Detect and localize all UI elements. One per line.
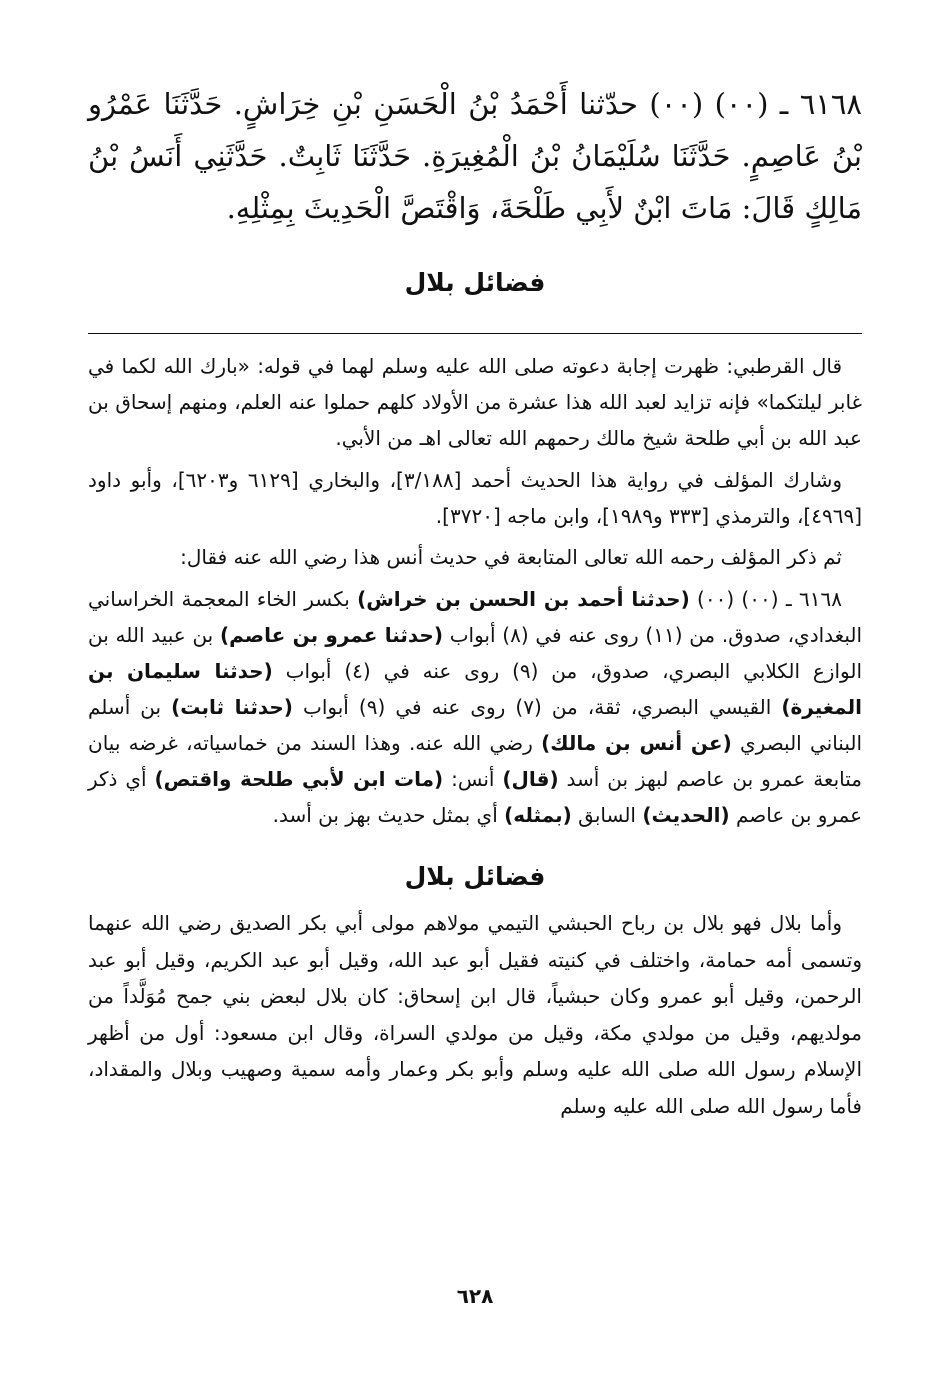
isnad-narrator-bold: (عن أنس بن مالك) [541, 731, 732, 755]
isnad-text: بن عبيد الله بن الوازع الكلابي البصري، صدوق، من (٩) روى عنه في (٤) أبواب [88, 623, 862, 683]
isnad-narrator-bold: (حدثنا عمرو بن عاصم) [219, 623, 443, 647]
commentary-paragraph-qurtubi: قال القرطبي: ظهرت إجابة دعوته صلى الله عليه وسلم لهما في قوله: «بارك الله لكما في غابر ليلتكما» فإنه تزايد لعبد الله هذا عشرة من الأولاد كلهم حملوا عنه العلم، ومنهم إسحاق بن عبد الله بن أبي طلحة شيخ مالك رحمهم الله تعالى اهـ من الأبي. [88, 354, 862, 450]
isnad-narrator-bold: (حدثنا سليمان بن المغيرة) [88, 659, 862, 719]
isnad-quote-bold: (قال) [502, 767, 559, 791]
isnad-narrator-bold: (حدثنا ثابت) [171, 695, 293, 719]
commentary-paragraph-isnad [88, 581, 862, 833]
isnad-text: أي ذكر عمرو بن عاصم [88, 767, 862, 827]
isnad-narrator-bold: (حدثنا أحمد بن الحسن بن خراش) [357, 587, 690, 611]
page-body [88, 78, 862, 1124]
page-number: ٦٢٨ [456, 1284, 494, 1308]
hadith-text: ٦١٦٨ ـ (٠٠) (٠٠) حدّثنا أَحْمَدُ بْنُ الْحَسَنِ بْنِ خِرَاشٍ. حَدَّثَنَا عَمْرُو بْنُ عَاصِمٍ. حَدَّثَنَا سُلَيْمَانُ بْنُ الْمُغِيرَةِ. حَدَّثَنَا ثَابِتٌ. حَدَّثَنِي أَنَسُ بْنُ مَالِكٍ قَالَ: مَاتَ ابْنٌ لأَبِي طَلْحَةَ، وَاقْتَصَّ الْحَدِيثَ بِمِثْلِهِ. [88, 87, 862, 225]
isnad-text: رضي الله عنه. وهذا السند من خماسياته، غرضه بيان متابعة عمرو بن عاصم لبهز بن أسد [88, 731, 862, 791]
isnad-text: أي بمثل حديث بهز بن أسد. [272, 803, 505, 827]
isnad-text: القيسي البصري، ثقة، من (٧) روى عنه في (٩) أبواب [292, 695, 782, 719]
isnad-quote-bold: (مات ابن لأبي طلحة واقتص) [154, 767, 444, 791]
isnad-quote-bold: (بمثله) [504, 803, 572, 827]
bilal-biography-paragraph: وأما بلال فهو بلال بن رباح الحبشي التيمي مولاهم مولى أبي بكر الصديق رضي الله عنهما وتسمى أمه حمامة، واختلف في كنيته فقيل أبو عبد الله، وقيل أبو عبد الكريم، وقيل أبو عبد الرحمن، وقيل أبو عمرو وكان حبشياً، قال ابن إسحاق: كان بلال لبعض بني جمح مُوَلَّداً من مولديهم، وقيل من مولدي مكة، وقيل من مولدي السراة، وقال ابن مسعود: أول من أظهر الإسلام رسول الله صلى الله عليه وسلم وأبو بكر وعمار وأمه سمية وصهيب وبلال والمقداد، فأما رسول الله صلى الله عليه وسلم [88, 911, 862, 1118]
isnad-text: بكسر الخاء المعجمة الخراساني البغدادي، صدوق. من (١١) روى عنه في (٨) أبواب [88, 587, 862, 647]
chapter-title-top: فضائل بلال [404, 268, 546, 297]
isnad-quote-bold: (الحديث) [642, 803, 730, 827]
chapter-title-bottom: فضائل بلال [404, 862, 546, 891]
isnad-text: السابق [571, 803, 643, 827]
commentary-paragraph-sources: وشارك المؤلف في رواية هذا الحديث أحمد [٣/١٨٨]، والبخاري [٦١٢٩ و٦٢٠٣]، وأبو داود [٤٩٦٩]، والترمذي [٣٣٣ و١٩٨٩]، وابن ماجه [٣٧٢٠]. [88, 468, 862, 528]
commentary-paragraph-mutaba: ثم ذكر المؤلف رحمه الله تعالى المتابعة في حديث أنس هذا رضي الله عنه فقال: [180, 545, 842, 569]
isnad-text: بن أسلم البناني البصري [88, 695, 863, 755]
isnad-text: ٦١٦٨ ـ (٠٠) (٠٠) [689, 587, 842, 611]
isnad-text: أنس: [443, 767, 503, 791]
footnote-divider [88, 333, 862, 334]
